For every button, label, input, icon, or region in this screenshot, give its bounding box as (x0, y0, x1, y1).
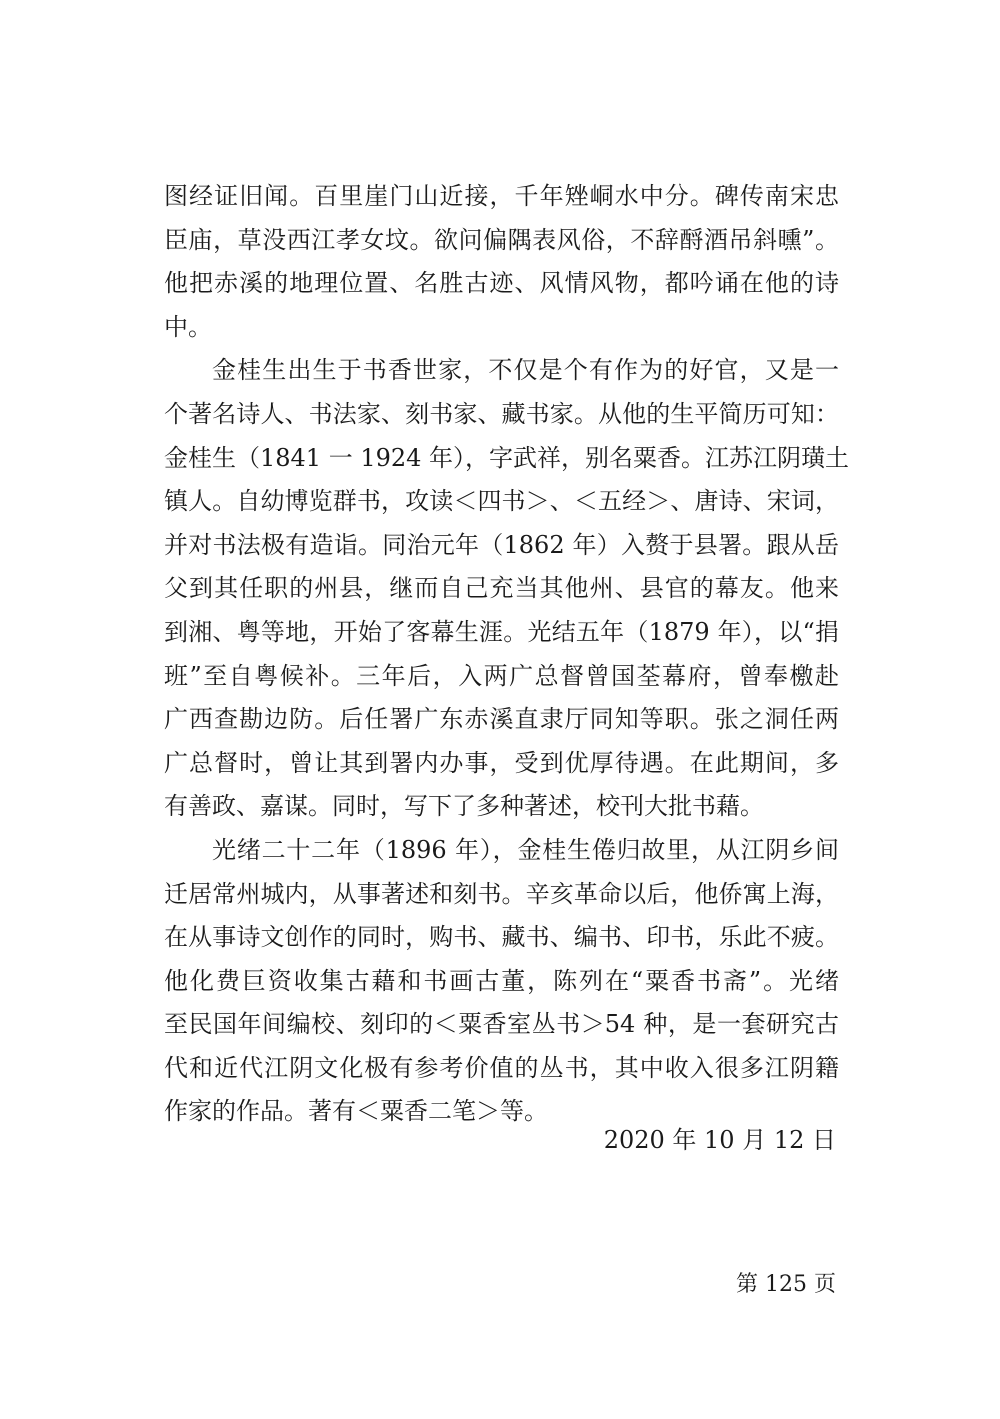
text-line: 臣庙，草没西江孝女坟。欲问偏隅表风俗，不辞酹酒吊斜曛”。 (164, 225, 839, 254)
text-line: 班”至自粤候补。三年后，入两广总督曾国荃幕府，曾奉檄赴 (164, 661, 839, 690)
page-number: 第 125 页 (736, 1272, 836, 1297)
text-line: 中。 (164, 312, 212, 341)
paragraph-start-line: 光绪二十二年（1896 年），金桂生倦归故里，从江阴乡间 (212, 835, 839, 864)
text-line: 广西查勘边防。后任署广东赤溪直隶厅同知等职。张之洞任两 (164, 705, 839, 734)
text-line: 父到其任职的州县，继而自己充当其他州、县官的幕友。他来 (164, 574, 839, 603)
text-line: 图经证旧闻。百里崖门山近接，千年矬峒水中分。碑传南宋忠 (164, 182, 839, 210)
text-line: 在从事诗文创作的同时，购书、藏书、编书、印书，乐此不疲。 (164, 923, 839, 952)
text-line: 至民国年间编校、刻印的＜粟香室丛书＞54 种，是一套研究古 (164, 1010, 839, 1039)
text-line: 作家的作品。著有＜粟香二笔＞等。 (164, 1097, 548, 1126)
text-line: 到湘、粤等地，开始了客幕生涯。光结五年（1879 年），以“捐 (164, 617, 839, 646)
text-line: 代和近代江阴文化极有参考价值的丛书，其中收入很多江阴籍 (164, 1053, 839, 1082)
body-text (164, 175, 850, 1134)
text-line: 广总督时，曾让其到署内办事，受到优厚待遇。在此期间，多 (164, 748, 839, 777)
text-line: 个著名诗人、书法家、刻书家、藏书家。从他的生平简历可知： (164, 399, 839, 428)
document-date: 2020 年 10 月 12 日 (603, 1126, 836, 1154)
text-line: 金桂生（1841 一 1924 年），字武祥，别名粟香。江苏江阴璜土 (164, 443, 850, 472)
paragraph-start-line: 金桂生出生于书香世家，不仅是个有作为的好官，又是一 (212, 356, 839, 385)
text-line: 并对书法极有造诣。同治元年（1862 年）入赘于县署。跟从岳 (164, 530, 839, 559)
text-line: 镇人。自幼博览群书，攻读＜四书＞、＜五经＞、唐诗、宋词， (164, 487, 839, 516)
text-line: 有善政、嘉谋。同时，写下了多种著述，校刊大批书藉。 (164, 792, 764, 821)
text-line: 迁居常州城内，从事著述和刻书。辛亥革命以后，他侨寓上海， (164, 879, 839, 908)
text-line: 他把赤溪的地理位置、名胜古迹、风情风物，都吟诵在他的诗 (164, 269, 839, 298)
text-line: 他化费巨资收集古藉和书画古董，陈列在“粟香书斋”。光绪 (164, 966, 839, 995)
